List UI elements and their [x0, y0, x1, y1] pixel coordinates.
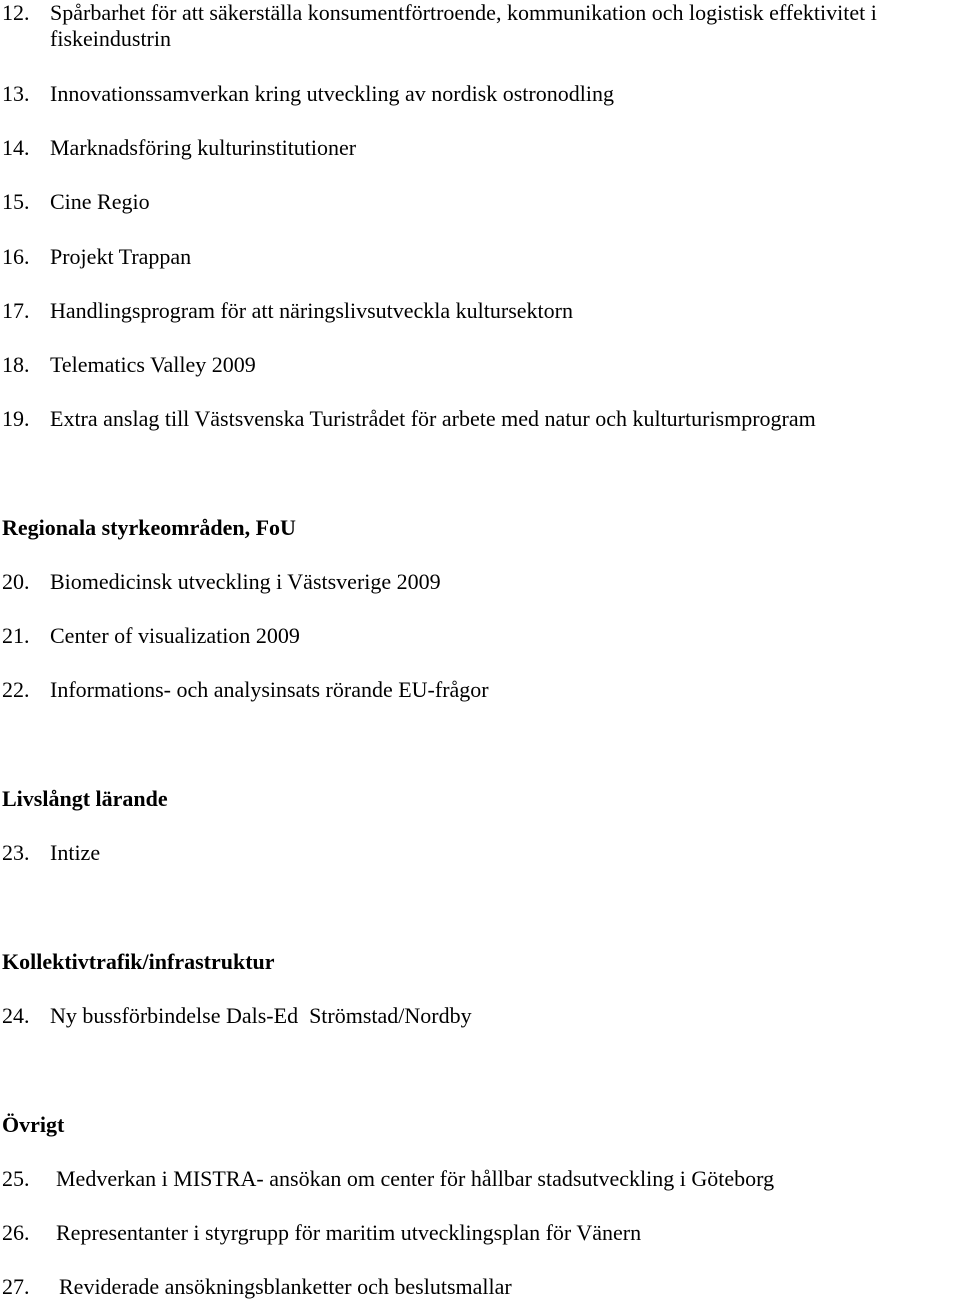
item-text: Handlingsprogram för att näringslivsutveckla kultursektorn: [50, 298, 573, 323]
item-text: Informations- och analysinsats rörande EU-frågor: [50, 677, 489, 702]
item-number: 19.: [2, 406, 30, 431]
list-item-27: [2, 1274, 512, 1300]
item-text: Intize: [50, 840, 101, 865]
item-number: 22.: [2, 677, 30, 702]
item-text: Center of visualization 2009: [50, 623, 300, 648]
list-item-25: [2, 1166, 774, 1192]
item-number: 18.: [2, 352, 30, 377]
item-text: Cine Regio: [50, 189, 150, 214]
item-text: Biomedicinsk utveckling i Västsverige 2009: [50, 569, 441, 594]
list-item-22: [2, 677, 489, 703]
list-item-19: [2, 406, 816, 432]
item-number: 27.: [2, 1274, 30, 1299]
item-number: 13.: [2, 81, 30, 106]
item-text: Representanter i styrgrupp för maritim utvecklingsplan för Vänern: [56, 1220, 642, 1245]
section-heading-fou: Regionala styrkeområden, FoU: [2, 515, 296, 540]
item-number: 25.: [2, 1166, 30, 1191]
list-item-21: [2, 623, 300, 649]
item-text: Ny bussförbindelse Dals-Ed Strömstad/Nordby: [50, 1003, 472, 1028]
list-item-12: [2, 0, 877, 52]
item-number: 14.: [2, 135, 30, 160]
item-text: Extra anslag till Västsvenska Turistrådet för arbete med natur och kulturturismprogram: [50, 406, 816, 431]
item-number: 12.: [2, 0, 30, 25]
item-text: Telematics Valley 2009: [50, 352, 256, 377]
item-text: Projekt Trappan: [50, 244, 192, 269]
list-item-24: [2, 1003, 472, 1029]
item-number: 21.: [2, 623, 30, 648]
item-number: 16.: [2, 244, 30, 269]
item-number: 24.: [2, 1003, 30, 1028]
section-heading-transport: Kollektivtrafik/infrastruktur: [2, 949, 275, 974]
item-text: Medverkan i MISTRA- ansökan om center för hållbar stadsutveckling i Göteborg: [56, 1166, 775, 1191]
list-item-20: [2, 569, 441, 595]
list-item-17: [2, 298, 573, 324]
list-item-13: [2, 81, 614, 107]
item-number: 23.: [2, 840, 30, 865]
item-number: 20.: [2, 569, 30, 594]
item-number: 15.: [2, 189, 30, 214]
item-number: 26.: [2, 1220, 30, 1245]
item-text: Spårbarhet för att säkerställa konsumentförtroende, kommunikation och logistisk effektivitet i: [50, 0, 877, 25]
list-item-15: [2, 189, 150, 215]
item-text-continuation: fiskeindustrin: [50, 26, 171, 51]
section-heading-lifelong-learning: Livslångt lärande: [2, 786, 168, 811]
item-number: 17.: [2, 298, 30, 323]
section-heading-other: Övrigt: [2, 1112, 65, 1137]
list-item-18: [2, 352, 256, 378]
list-item-14: [2, 135, 356, 161]
list-item-23: [2, 840, 100, 866]
item-text: Marknadsföring kulturinstitutioner: [50, 135, 357, 160]
item-text: Innovationssamverkan kring utveckling av nordisk ostronodling: [50, 81, 614, 106]
list-item-16: [2, 244, 191, 270]
item-text: Reviderade ansökningsblanketter och beslutsmallar: [59, 1274, 512, 1299]
list-item-26: [2, 1220, 641, 1246]
